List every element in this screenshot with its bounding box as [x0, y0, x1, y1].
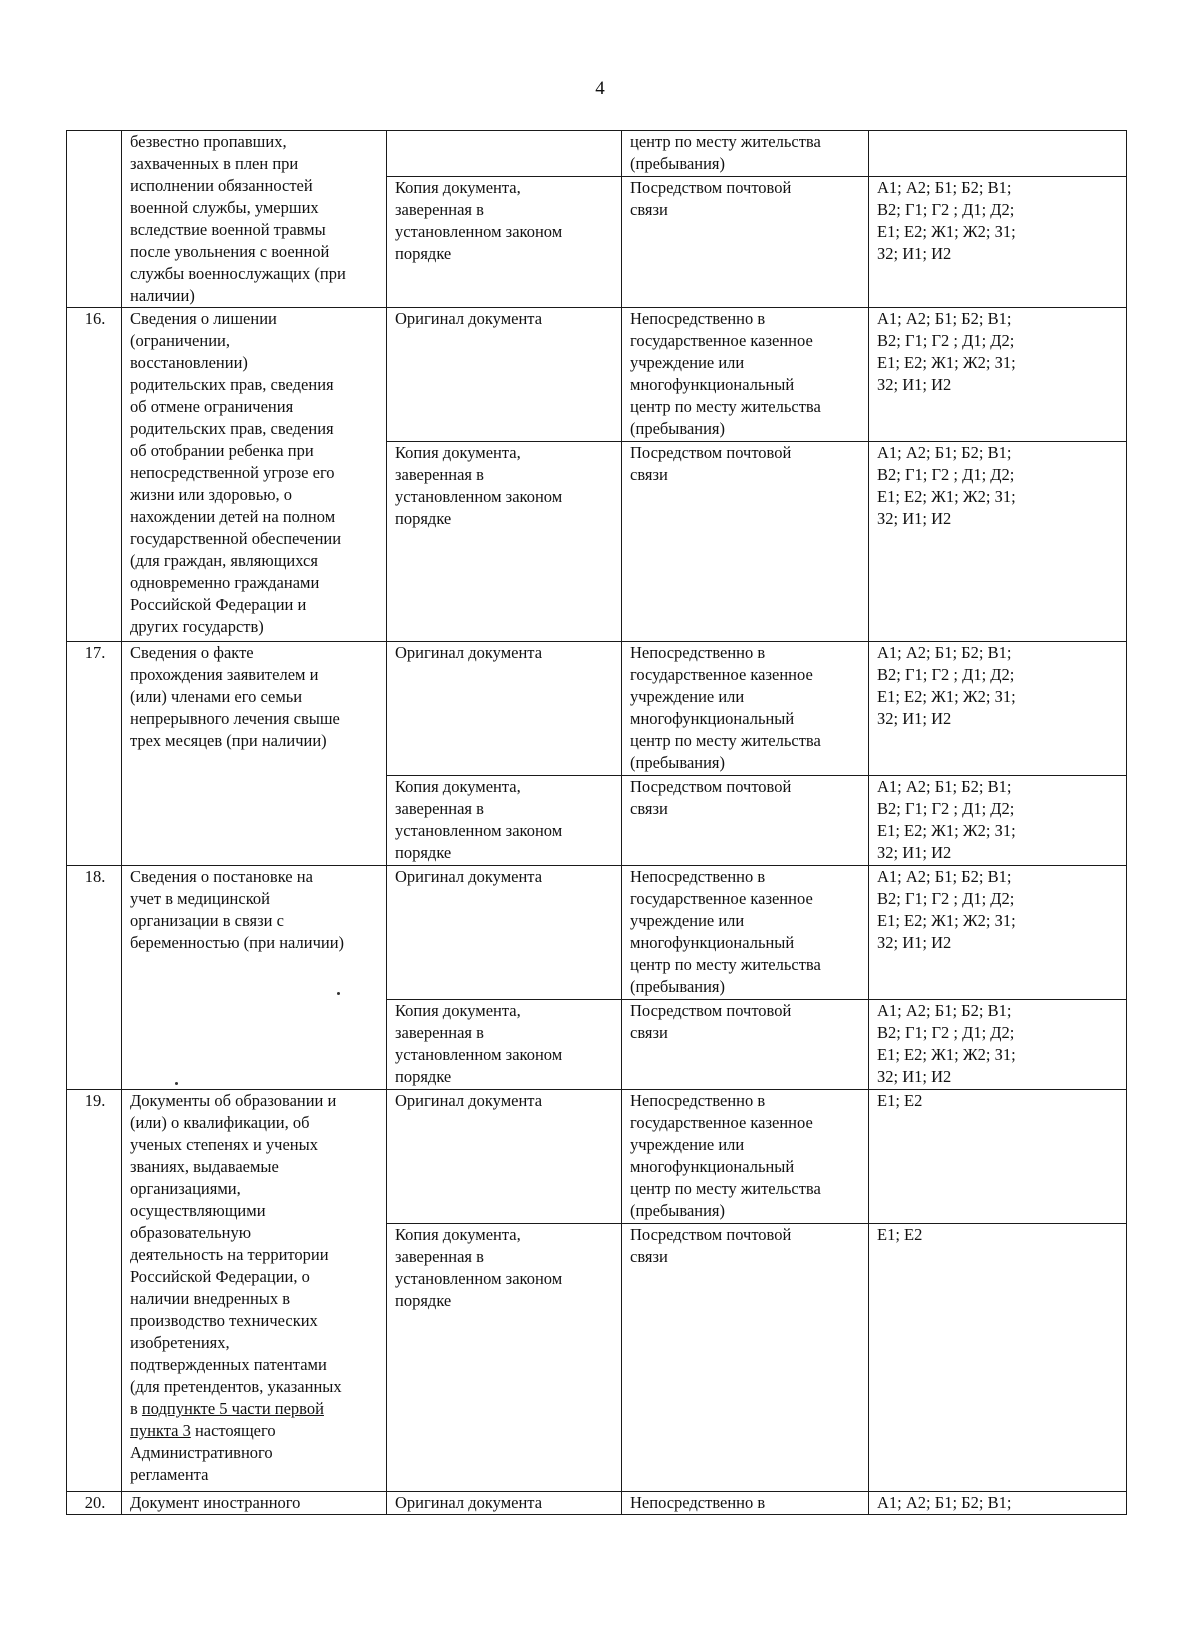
applicant-codes: А1; А2; Б1; Б2; В1; В2; Г1; Г2 ; Д1; Д2; Е1; Е2; Ж1; Ж2; З1; З2; И1; И2 [869, 308, 1127, 442]
document-description: Сведения о факте прохождения заявителем и (или) членами его семьи непрерывного лечения свыше трех месяцев (при наличии) [122, 642, 387, 866]
submission-method: Посредством почтовой связи [622, 1224, 869, 1492]
applicant-codes [869, 131, 1127, 177]
submission-method: Непосредственно в [622, 1492, 869, 1515]
applicant-codes: Е1; Е2 [869, 1090, 1127, 1224]
applicant-codes: А1; А2; Б1; Б2; В1; В2; Г1; Г2 ; Д1; Д2; Е1; Е2; Ж1; Ж2; З1; З2; И1; И2 [869, 642, 1127, 776]
submission-form: Оригинал документа [387, 1090, 622, 1224]
document-description: Сведения о лишении (ограничении, восстановлении) родительских прав, сведения об отмене ограничения родительских прав, сведения об отобрании ребенка при непосредственной угрозе его жизни или здоровью, о нахождении детей на полном государственной обеспечении (для граждан, являющихся одновременно гражданами Российской Федерации и других государств) [122, 308, 387, 642]
submission-method: Непосредственно в государственное казенное учреждение или многофункциональный центр по месту жительства (пребывания) [622, 1090, 869, 1224]
submission-form [387, 131, 622, 177]
submission-form: Оригинал документа [387, 642, 622, 776]
submission-form: Оригинал документа [387, 1492, 622, 1515]
row-number: 19. [67, 1090, 122, 1492]
submission-method: Посредством почтовой связи [622, 177, 869, 308]
submission-form: Копия документа, заверенная в установленном законом порядке [387, 1000, 622, 1090]
applicant-codes: А1; А2; Б1; Б2; В1; В2; Г1; Г2 ; Д1; Д2; Е1; Е2; Ж1; Ж2; З1; З2; И1; И2 [869, 776, 1127, 866]
regulation-link[interactable]: подпункте 5 части первой пункта 3 [130, 1399, 324, 1440]
table-row-18-part1 [67, 866, 1127, 1000]
page-number: 4 [595, 78, 605, 99]
table-row-20 [67, 1492, 1127, 1515]
submission-form: Оригинал документа [387, 866, 622, 1000]
submission-method: Посредством почтовой связи [622, 442, 869, 642]
submission-method: Непосредственно в государственное казенное учреждение или многофункциональный центр по месту жительства (пребывания) [622, 642, 869, 776]
document-description: Документ иностранного [122, 1492, 387, 1515]
row-number: 17. [67, 642, 122, 866]
table-row-17-part1 [67, 642, 1127, 776]
applicant-codes: Е1; Е2 [869, 1224, 1127, 1492]
submission-form: Оригинал документа [387, 308, 622, 442]
submission-form: Копия документа, заверенная в установленном законом порядке [387, 1224, 622, 1492]
submission-form: Копия документа, заверенная в установленном законом порядке [387, 177, 622, 308]
documents-table [66, 130, 1127, 1515]
submission-method: Непосредственно в государственное казенное учреждение или многофункциональный центр по месту жительства (пребывания) [622, 308, 869, 442]
row-number: 20. [67, 1492, 122, 1515]
document-description: безвестно пропавших, захваченных в плен при исполнении обязанностей военной службы, умерших вследствие военной травмы после увольнения с военной службы военнослужащих (при наличии) [122, 131, 387, 308]
document-description: Сведения о постановке на учет в медицинской организации в связи с беременностью (при наличии) [122, 866, 387, 1090]
row-number: 16. [67, 308, 122, 642]
table-row-19-part1 [67, 1090, 1127, 1224]
applicant-codes: А1; А2; Б1; Б2; В1; В2; Г1; Г2 ; Д1; Д2; Е1; Е2; Ж1; Ж2; З1; З2; И1; И2 [869, 442, 1127, 642]
description-text-end: настоящего Административного регламента [130, 1421, 276, 1484]
row-number-cell [67, 131, 122, 308]
document-description [122, 1090, 387, 1492]
applicant-codes: А1; А2; Б1; Б2; В1; В2; Г1; Г2 ; Д1; Д2; Е1; Е2; Ж1; Ж2; З1; З2; И1; И2 [869, 177, 1127, 308]
description-text: Документы об образовании и (или) о квалификации, об ученых степенях и ученых званиях, выдаваемые организациями, осуществляющими образовательную деятельность на территории Российской Федерации, о наличии внедренных в производство технических изобретениях, подтвержденных патентами (для претендентов, указанных в [130, 1091, 342, 1418]
submission-form: Копия документа, заверенная в установленном законом порядке [387, 442, 622, 642]
submission-method: Непосредственно в государственное казенное учреждение или многофункциональный центр по месту жительства (пребывания) [622, 866, 869, 1000]
applicant-codes: А1; А2; Б1; Б2; В1; В2; Г1; Г2 ; Д1; Д2; Е1; Е2; Ж1; Ж2; З1; З2; И1; И2 [869, 866, 1127, 1000]
submission-form: Копия документа, заверенная в установленном законом порядке [387, 776, 622, 866]
table-row-16-part1 [67, 308, 1127, 442]
table-row-15-part1 [67, 131, 1127, 177]
scan-speck [337, 992, 340, 995]
submission-method: Посредством почтовой связи [622, 1000, 869, 1090]
submission-method: Посредством почтовой связи [622, 776, 869, 866]
submission-method: центр по месту жительства (пребывания) [622, 131, 869, 177]
row-number: 18. [67, 866, 122, 1090]
scan-speck [175, 1082, 178, 1085]
applicant-codes: А1; А2; Б1; Б2; В1; [869, 1492, 1127, 1515]
applicant-codes: А1; А2; Б1; Б2; В1; В2; Г1; Г2 ; Д1; Д2; Е1; Е2; Ж1; Ж2; З1; З2; И1; И2 [869, 1000, 1127, 1090]
